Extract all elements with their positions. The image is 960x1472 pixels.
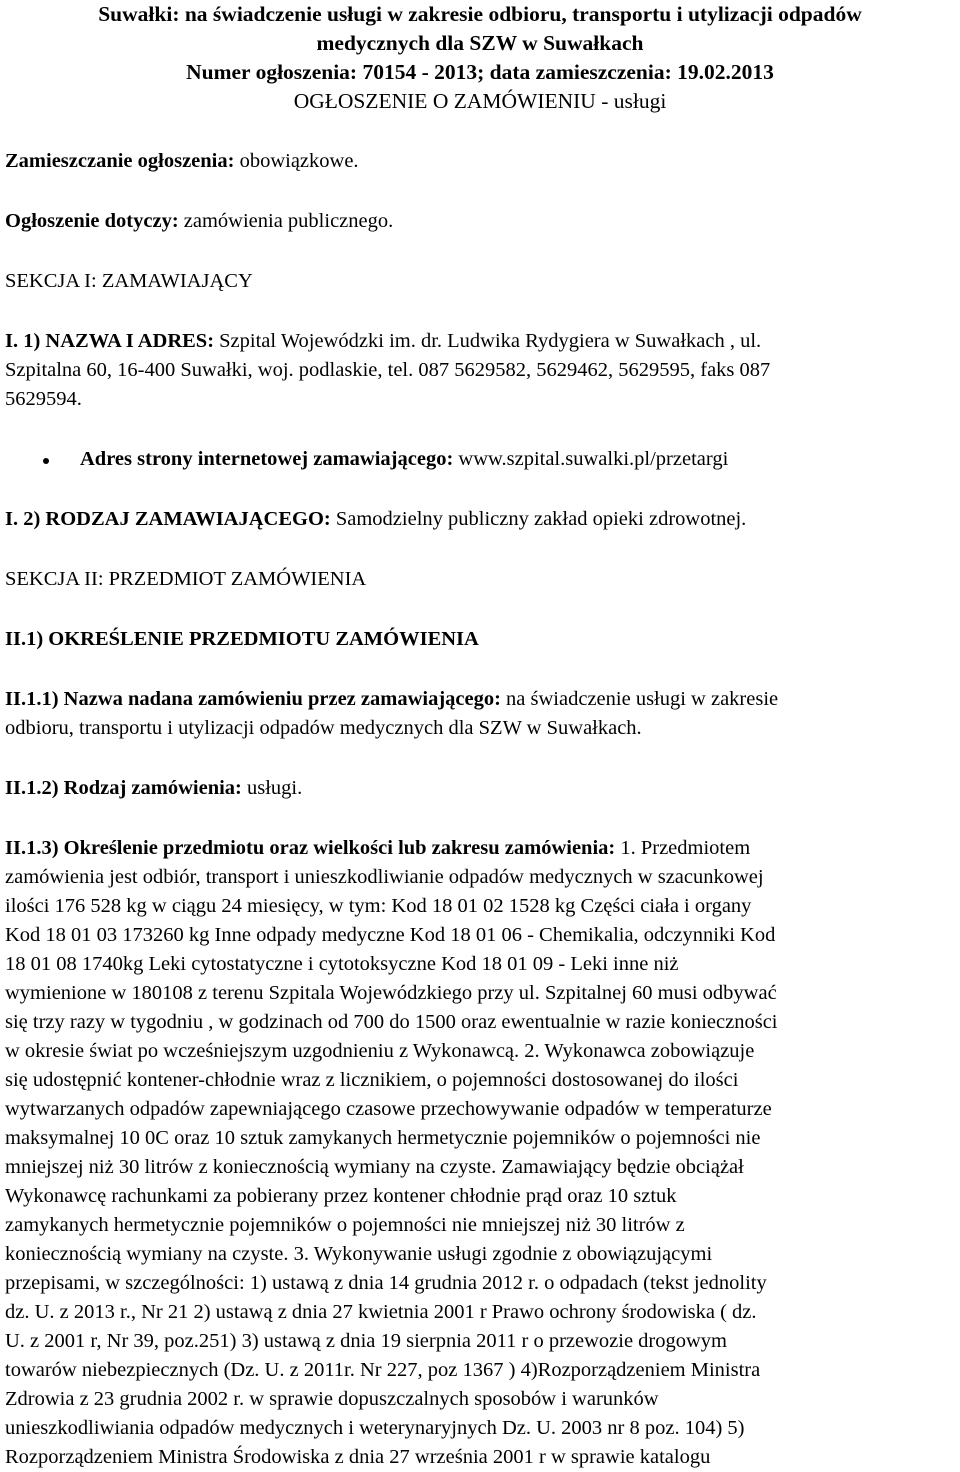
header-title-line-1: Suwałki: na świadczenie usługi w zakresie odbioru, transportu i utylizacji odpadów — [98, 2, 862, 26]
website-label: Adres strony internetowej zamawiającego: — [80, 448, 454, 470]
order-type-line — [5, 774, 955, 803]
document-header — [5, 0, 955, 116]
order-scope-line: zamykanych hermetycznie pojemników o pojemności nie mniejszej niż 30 litrów z — [5, 1214, 685, 1236]
subsection-2-1-title: II.1) OKREŚLENIE PRZEDMIOTU ZAMÓWIENIA — [5, 628, 479, 650]
name-and-address-line-2: Szpitalna 60, 16-400 Suwałki, woj. podlaskie, tel. 087 5629582, 5629462, 5629595, faks 087 — [5, 359, 771, 381]
name-and-address-line-3: 5629594. — [5, 388, 82, 410]
order-scope-line: 18 01 08 1740kg Leki cytostatyczne i cytotoksyczne Kod 18 01 09 - Leki inne niż — [5, 953, 679, 975]
order-scope-line: w okresie świat po wcześniejszym uzgodnieniu z Wykonawcą. 2. Wykonawca zobowiązuje — [5, 1040, 755, 1062]
concerns-value: zamówienia publicznego. — [178, 210, 394, 232]
order-scope-line: Zdrowia z 23 grudnia 2002 r. w sprawie dopuszczalnych sposobów i warunków — [5, 1388, 659, 1410]
bullet-icon — [43, 458, 49, 464]
order-scope-line: maksymalnej 10 0C oraz 10 sztuk zamykanych hermetycznie pojemników o pojemności nie — [5, 1127, 761, 1149]
order-type-value: usługi. — [241, 777, 303, 799]
order-scope-line: towarów niebezpiecznych (Dz. U. z 2011r. Nr 227, poz 1367 ) 4)Rozporządzeniem Ministra — [5, 1359, 761, 1381]
document-page — [5, 0, 955, 1472]
order-scope-line: wytwarzanych odpadów zapewniającego czasowe przechowywanie odpadów w temperaturze — [5, 1098, 772, 1120]
order-scope-line: ilości 176 528 kg w ciągu 24 miesięcy, w tym: Kod 18 01 02 1528 kg Części ciała i organy — [5, 895, 752, 917]
order-name-value: na świadczenie usługi w zakresie — [500, 688, 779, 710]
name-and-address-line-1 — [5, 327, 955, 356]
order-scope-value: 1. Przedmiotem — [615, 837, 751, 859]
order-scope-line: się trzy razy w tygodniu , w godzinach od 700 do 1500 oraz ewentualnie w razie konieczności — [5, 1011, 778, 1033]
header-announcement-type: OGŁOSZENIE O ZAMÓWIENIU - usługi — [293, 89, 667, 113]
order-scope-line: przepisami, w szczególności: 1) ustawą z dnia 14 grudnia 2012 r. o odpadach (tekst jednolity — [5, 1272, 767, 1294]
order-scope-label: II.1.3) Określenie przedmiotu oraz wielkości lub zakresu zamówienia: — [5, 837, 616, 859]
order-scope-line: Kod 18 01 03 173260 kg Inne odpady medyczne Kod 18 01 06 - Chemikalia, odczynniki Kod — [5, 924, 776, 946]
order-scope-block — [5, 834, 955, 1472]
order-scope-line: unieszkodliwiania odpadów medycznych i weterynaryjnych Dz. U. 2003 nr 8 poz. 104) 5) — [5, 1417, 745, 1439]
order-name-line-2: odbioru, transportu i utylizacji odpadów medycznych dla SZW w Suwałkach. — [5, 717, 642, 739]
website-list-item — [5, 445, 955, 474]
order-type-label: II.1.2) Rodzaj zamówienia: — [5, 777, 242, 799]
section-2-title: SEKCJA II: PRZEDMIOT ZAMÓWIENIA — [5, 568, 367, 590]
website-link[interactable]: www.szpital.suwalki.pl/przetargi — [453, 448, 729, 470]
header-announcement-number: Numer ogłoszenia: 70154 - 2013; data zamieszczenia: 19.02.2013 — [186, 60, 774, 84]
placement-label: Zamieszczanie ogłoszenia: — [5, 150, 235, 172]
order-name-label: II.1.1) Nazwa nadana zamówieniu przez zamawiającego: — [5, 688, 501, 710]
name-and-address-block — [5, 327, 955, 414]
section-1-title: SEKCJA I: ZAMAWIAJĄCY — [5, 270, 253, 292]
concerns-label: Ogłoszenie dotyczy: — [5, 210, 179, 232]
order-scope-line: U. z 2001 r, Nr 39, poz.251) 3) ustawą z dnia 19 sierpnia 2011 r o przewozie drogowym — [5, 1330, 727, 1352]
concerns-line — [5, 207, 955, 236]
order-name-line-1 — [5, 685, 955, 714]
order-scope-line: Wykonawcę rachunkami za pobierany przez kontener chłodnie prąd oraz 10 sztuk — [5, 1185, 677, 1207]
contracting-type-value: Samodzielny publiczny zakład opieki zdrowotnej. — [330, 508, 747, 530]
order-scope-line-1 — [5, 834, 955, 863]
placement-line — [5, 147, 955, 176]
order-scope-line: Rozporządzeniem Ministra Środowiska z dnia 27 września 2001 r w sprawie katalogu — [5, 1446, 711, 1468]
name-and-address-value: Szpital Wojewódzki im. dr. Ludwika Rydygiera w Suwałkach , ul. — [214, 330, 762, 352]
order-name-block — [5, 685, 955, 743]
order-scope-line: koniecznością wymiany na czyste. 3. Wykonywanie usługi zgodnie z obowiązującymi — [5, 1243, 713, 1265]
contracting-type-line — [5, 505, 955, 534]
header-title-line-2: medycznych dla SZW w Suwałkach — [316, 31, 644, 55]
order-scope-line: dz. U. z 2013 r., Nr 21 2) ustawą z dnia 27 kwietnia 2001 r Prawo ochrony środowiska ( dz. — [5, 1301, 757, 1323]
order-scope-line: mniejszej niż 30 litrów z koniecznością wymiany na czyste. Zamawiający będzie obciążał — [5, 1156, 744, 1178]
name-and-address-label: I. 1) NAZWA I ADRES: — [5, 330, 215, 352]
order-scope-line: się udostępnić kontener-chłodnie wraz z licznikiem, o pojemności dostosowanej do ilości — [5, 1069, 739, 1091]
placement-value: obowiązkowe. — [234, 150, 359, 172]
order-scope-line: zamówienia jest odbiór, transport i unieszkodliwianie odpadów medycznych w szacunkowej — [5, 866, 764, 888]
contracting-type-label: I. 2) RODZAJ ZAMAWIAJĄCEGO: — [5, 508, 331, 530]
order-scope-line: wymienione w 180108 z terenu Szpitala Wojewódzkiego przy ul. Szpitalnej 60 musi odbywać — [5, 982, 777, 1004]
